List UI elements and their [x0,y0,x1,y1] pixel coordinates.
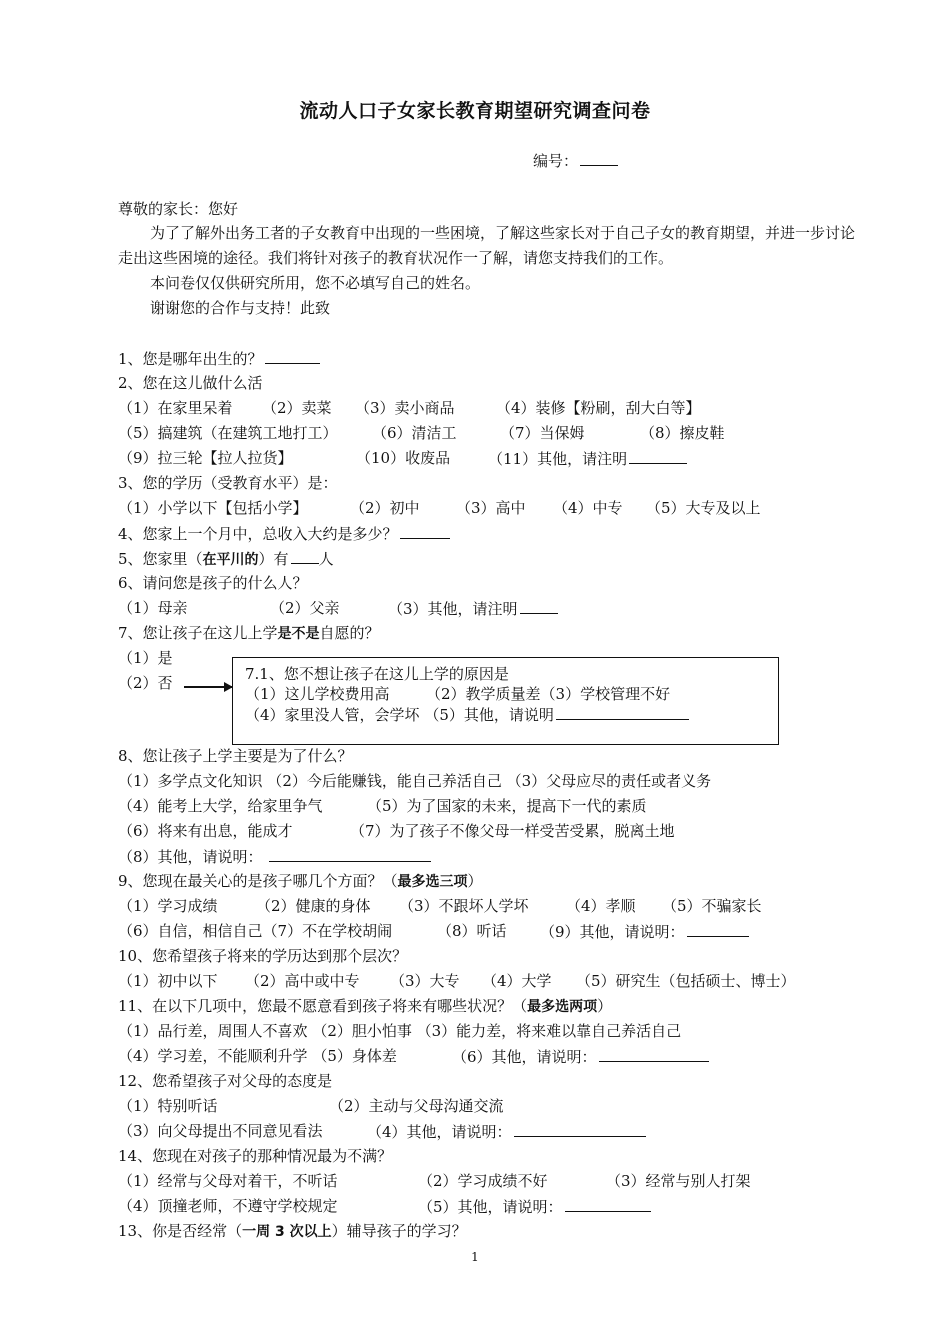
option[interactable]: （1）特别听话 [118,1097,218,1115]
option[interactable]: （8）其他，请说明： [118,846,431,867]
option[interactable]: （2）卖菜 [262,399,332,417]
option[interactable]: （1）初中以下 [118,972,218,990]
option[interactable]: （2）初中 [350,499,420,517]
question-5: 5、您家里（在平川的）有 人 [118,550,334,568]
option[interactable]: （1）母亲 [118,599,188,617]
answer-blank[interactable] [514,1121,646,1137]
option[interactable]: （4）中专 [553,499,623,517]
option[interactable]: （5）不骗家长 [662,897,762,915]
option[interactable]: （3）卖小商品 [355,399,455,417]
answer-blank[interactable] [265,348,320,364]
option[interactable]: （1）在家里呆着 [118,399,233,417]
answer-blank[interactable] [400,523,450,539]
option[interactable]: （1）多学点文化知识 （2）今后能赚钱，能自己养活自己 （3）父母应尽的责任或者义务 [118,772,712,790]
option[interactable]: （7）为了孩子不像父母一样受苦受累，脱离土地 [350,822,675,840]
option[interactable]: （4）家里没人管，会学坏 （5）其他，请说明 [245,704,689,725]
intro-paragraph-3: 谢谢您的合作与支持！此致 [150,299,331,317]
question-8: 8、您让孩子上学主要是为了什么？ [118,747,353,765]
followup-box-7-1 [232,657,779,745]
option[interactable]: （1）学习成绩 [118,897,218,915]
option[interactable]: （9）其他，请说明： [540,921,749,942]
option[interactable]: （4）装修【粉刷，刮大白等】 [496,399,701,417]
option[interactable]: （5）大专及以上 [646,499,761,517]
option[interactable]: （4）能考上大学，给家里争气 [118,797,323,815]
answer-blank[interactable] [556,704,689,720]
option[interactable]: （3）经常与别人打架 [606,1172,751,1190]
option[interactable]: （2）学习成绩不好 [418,1172,548,1190]
answer-blank[interactable] [687,921,749,937]
page-title: 流动人口子女家长教育期望研究调查问卷 [299,100,651,122]
option[interactable]: （1）是 [118,649,173,667]
question-12: 12、您希望孩子对父母的态度是 [118,1072,333,1090]
option[interactable]: （3）不跟坏人学坏 [399,897,529,915]
question-13: 13、你是否经常（一周 3 次以上）辅导孩子的学习？ [118,1222,467,1240]
option[interactable]: （5）搞建筑（在建筑工地打工） [118,424,338,442]
option[interactable]: （8）听话 [437,922,507,940]
option[interactable]: （2）父亲 [270,599,340,617]
option[interactable]: （8）擦皮鞋 [640,424,725,442]
option[interactable]: （5）研究生（包括硕士、博士） [576,972,796,990]
option[interactable]: （6）其他，请说明： [452,1046,709,1067]
answer-blank[interactable] [291,548,319,564]
page-number: 1 [471,1250,479,1264]
question-6: 6、请问您是孩子的什么人？ [118,574,308,592]
intro-paragraph-2: 本问卷仅仅供研究所用，您不必填写自己的姓名。 [150,274,481,292]
option[interactable]: （1）经常与父母对着干，不听话 [118,1172,338,1190]
option[interactable]: （1）小学以下【包括小学】 [118,499,308,517]
answer-blank[interactable] [629,448,687,464]
option[interactable]: （5）其他，请说明： [418,1196,651,1217]
question-7-1: 7.1、您不想让孩子在这儿上学的原因是 [245,665,509,683]
option[interactable]: （4）顶撞老师，不遵守学校规定 [118,1197,338,1215]
answer-blank[interactable] [599,1046,709,1062]
option[interactable]: （2）高中或中专 [245,972,360,990]
option[interactable]: （4）其他，请说明： [367,1121,646,1142]
greeting: 尊敬的家长：您好 [118,200,239,218]
option[interactable]: （2）健康的身体 [256,897,371,915]
option[interactable]: （3）大专 [390,972,460,990]
serial-number: 编号： [533,150,618,171]
option[interactable]: （3）向父母提出不同意见看法 [118,1122,323,1140]
option[interactable]: （9）拉三轮【拉人拉货】 [118,449,293,467]
option[interactable]: （3）高中 [456,499,526,517]
option[interactable]: （4）学习差，不能顺利升学 （5）身体差 [118,1047,397,1065]
answer-blank[interactable] [269,846,431,862]
option[interactable]: （2）教学质量差（3）学校管理不好 [426,685,671,703]
question-1: 1、您是哪年出生的？ [118,348,320,369]
option[interactable]: （1）这儿学校费用高 [245,685,390,703]
option[interactable]: （4）孝顺 [566,897,636,915]
option[interactable]: （2）否 [118,674,173,692]
option[interactable]: （7）当保姆 [500,424,585,442]
serial-blank[interactable] [580,150,618,166]
question-3: 3、您的学历（受教育水平）是： [118,474,338,492]
question-9: 9、您现在最关心的是孩子哪几个方面？（最多选三项） [118,872,483,890]
option[interactable]: （6）自信，相信自己（7）不在学校胡闹 [118,922,393,940]
option[interactable]: （5）为了国家的未来，提高下一代的素质 [367,797,647,815]
answer-blank[interactable] [565,1196,651,1212]
option[interactable]: （10）收废品 [356,449,451,467]
intro-paragraph-1: 为了了解外出务工者的子女教育中出现的一些困境，了解这些家长对于自己子女的教育期望，并进一步讨论走出这些困境的途径。我们将针对孩子的教育状况作一了解，请您支持我们的工作。 [118,224,856,267]
question-10: 10、您希望孩子将来的学历达到那个层次？ [118,947,408,965]
option[interactable]: （4）大学 [482,972,552,990]
question-11: 11、在以下几项中，您最不愿意看到孩子将来有哪些状况？（最多选两项） [118,997,613,1015]
option[interactable]: （6）清洁工 [372,424,457,442]
option[interactable]: （2）主动与父母沟通交流 [329,1097,504,1115]
option[interactable]: （1）品行差，周围人不喜欢 （2）胆小怕事 （3）能力差，将来难以靠自己养活自己 [118,1022,682,1040]
option[interactable]: （3）其他，请注明 [388,598,558,619]
answer-blank[interactable] [520,598,558,614]
question-14: 14、您现在对孩子的那种情况最为不满？ [118,1147,393,1165]
option[interactable]: （6）将来有出息，能成才 [118,822,293,840]
question-7: 7、您让孩子在这儿上学是不是自愿的？ [118,624,380,642]
question-4: 4、您家上一个月中，总收入大约是多少？ [118,523,450,544]
option[interactable]: （11）其他，请注明 [488,448,687,469]
question-2: 2、您在这儿做什么活 [118,374,263,392]
